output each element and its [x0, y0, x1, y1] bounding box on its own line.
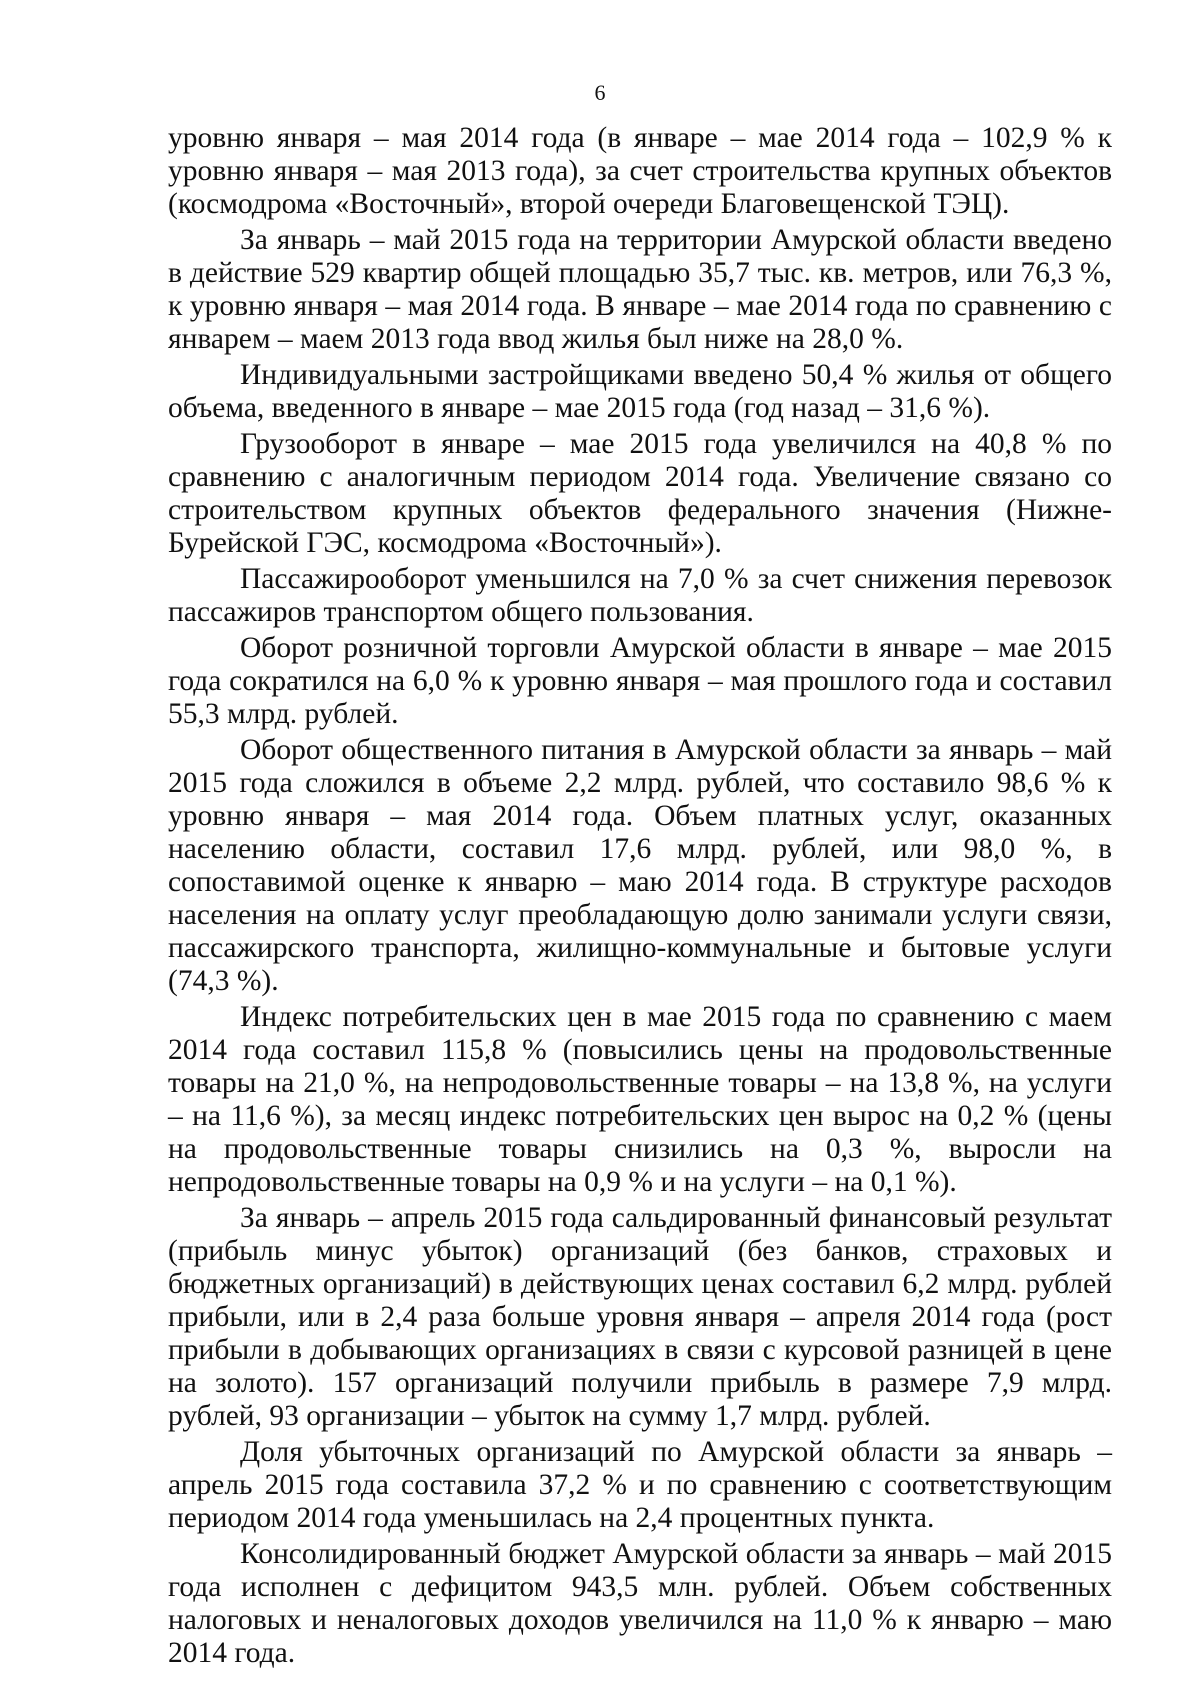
paragraph-retail: Оборот розничной торговли Амурской области в январе – мае 2015 года сократился на 6,0 % к уровню января – мая прошлого года и составил 55,3 млрд. рублей. [168, 632, 1112, 730]
paragraph-loss-making-share: Доля убыточных организаций по Амурской области за январь – апрель 2015 года составила 37,2 % и по сравнению с соответствующим периодом 2014 года уменьшилась на 2,4 процентных пункта. [168, 1436, 1112, 1534]
paragraph-passenger: Пассажирооборот уменьшился на 7,0 % за счет снижения перевозок пассажиров транспортом общего пользования. [168, 563, 1112, 628]
paragraph-individual-builders: Индивидуальными застройщиками введено 50,4 % жилья от общего объема, введенного в январе – мае 2015 года (год назад – 31,6 %). [168, 359, 1112, 424]
paragraph-continued: уровню января – мая 2014 года (в январе – мае 2014 года – 102,9 % к уровню января – мая 2013 года), за счет строительства крупных объектов (космодрома «Восточный», второй очереди Благовещенской ТЭЦ). [168, 122, 1112, 220]
paragraph-budget: Консолидированный бюджет Амурской области за январь – май 2015 года исполнен с дефицитом 943,5 млн. рублей. Объем собственных налоговых и неналоговых доходов увеличился на 11,0 % к январю – маю 2014 года. [168, 1538, 1112, 1669]
paragraph-catering-services: Оборот общественного питания в Амурской области за январь – май 2015 года сложился в объеме 2,2 млрд. рублей, что составило 98,6 % к уровню января – мая 2014 года. Объем платных услуг, оказанных населению области, составил 17,6 млрд. рублей, или 98,0 %, в сопоставимой оценке к январю – маю 2014 года. В структуре расходов населения на оплату услуг преобладающую долю занимали услуги связи, пассажирского транспорта, жилищно-коммунальные и бытовые услуги (74,3 %). [168, 734, 1112, 997]
paragraph-financial-result: За январь – апрель 2015 года сальдированный финансовый результат (прибыль минус убыток) организаций (без банков, страховых и бюджетных организаций) в действующих ценах составил 6,2 млрд. рублей прибыли, или в 2,4 раза больше уровня января – апреля 2014 года (рост прибыли в добывающих организациях в связи с курсовой разницей в цене на золото). 157 организаций получили прибыль в размере 7,9 млрд. рублей, 93 организации – убыток на сумму 1,7 млрд. рублей. [168, 1202, 1112, 1432]
page-number: 6 [594, 80, 606, 105]
paragraph-freight: Грузооборот в январе – мае 2015 года увеличился на 40,8 % по сравнению с аналогичным периодом 2014 года. Увеличение связано со строительством крупных объектов федерального значения (Нижне-Бурейской ГЭС, космодрома «Восточный»). [168, 428, 1112, 559]
document-body [168, 122, 1112, 1673]
paragraph-cpi: Индекс потребительских цен в мае 2015 года по сравнению с маем 2014 года составил 115,8 % (повысились цены на продовольственные товары на 21,0 %, на непродовольственные товары – на 13,8 %, на услуги – на 11,6 %), за месяц индекс потребительских цен вырос на 0,2 % (цены на продовольственные товары снизились на 0,3 %, выросли на непродовольственные товары на 0,9 % и на услуги – на 0,1 %). [168, 1001, 1112, 1198]
paragraph-housing: За январь – май 2015 года на территории Амурской области введено в действие 529 квартир общей площадью 35,7 тыс. кв. метров, или 76,3 %, к уровню января – мая 2014 года. В январе – мае 2014 года по сравнению с январем – маем 2013 года ввод жилья был ниже на 28,0 %. [168, 224, 1112, 355]
